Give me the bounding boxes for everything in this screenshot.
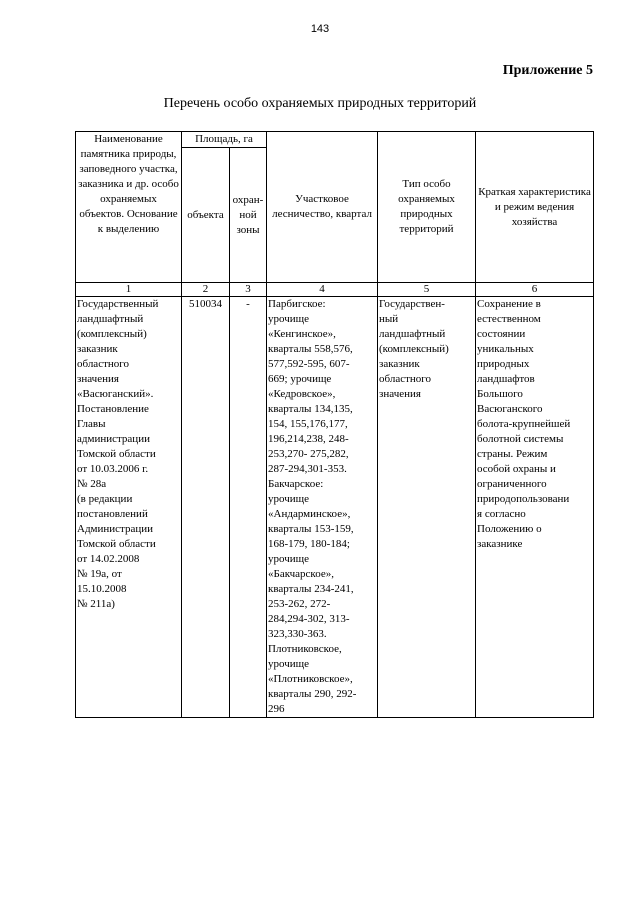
appendix-label: Приложение 5 bbox=[502, 63, 593, 78]
column-number-row bbox=[76, 283, 594, 297]
column-number: 3 bbox=[230, 283, 267, 297]
cell-area-buffer: - bbox=[230, 297, 267, 718]
column-number: 6 bbox=[476, 283, 594, 297]
cell-description: Сохранение в естественном состоянии уникальных природных ландшафтов Большого Васюганского болота-крупнейшей болотной системы страны. Режим особой охраны и ограниченного природопользовани я согласно Положению о заказнике bbox=[476, 297, 594, 718]
column-number: 5 bbox=[378, 283, 476, 297]
cell-name: Государственный ландшафтный (комплексный) заказник областного значения «Васюганский». Постановление Главы администрации Томской области от 10.03.2006 г. № 28а (в редакции постановлений Администрации Томской области от 14.02.2008 № 19а, от 15.10.2008 № 211а) bbox=[76, 297, 182, 718]
header-area-buffer: охран-ной зоны bbox=[230, 148, 267, 283]
header-area-object: объекта bbox=[182, 148, 230, 283]
table-header-row bbox=[76, 132, 594, 148]
column-number: 4 bbox=[267, 283, 378, 297]
header-name: Наименование памятника природы, заповедного участка, заказника и др. особо охраняемых объектов. Основание к выделению bbox=[76, 132, 182, 283]
header-type: Тип особо охраняемых природных территорий bbox=[378, 132, 476, 283]
header-area-group: Площадь, га bbox=[182, 132, 267, 148]
cell-type: Государствен- ный ландшафтный (комплексный) заказник областного значения bbox=[378, 297, 476, 718]
header-forestry: Участковое лесничество, квартал bbox=[267, 132, 378, 283]
column-number: 1 bbox=[76, 283, 182, 297]
page-number: 143 bbox=[310, 23, 330, 35]
header-description: Краткая характеристика и режим ведения хозяйства bbox=[476, 132, 594, 283]
cell-forestry: Парбигское: урочище «Кенгинское», кварталы 558,576, 577,592-595, 607- 669; урочище «Кедровское», кварталы 134,135, 154, 155,176,177, 196,214,238, 248- 253,270- 275,282, 287-294,301-353. Бакчарское: урочище «Андарминское», кварталы 153-159, 168-179, 180-184; урочище «Бакчарское», кварталы 234-241, 253-262, 272- 284,294-302, 313- 323,330-363. Плотниковское, урочище «Плотниковское», кварталы 290, 292- 296 bbox=[267, 297, 378, 718]
table-row bbox=[76, 297, 594, 718]
column-number: 2 bbox=[182, 283, 230, 297]
protected-areas-table bbox=[75, 131, 594, 718]
document-title: Перечень особо охраняемых природных территорий bbox=[163, 96, 477, 111]
cell-area-object: 510034 bbox=[182, 297, 230, 718]
